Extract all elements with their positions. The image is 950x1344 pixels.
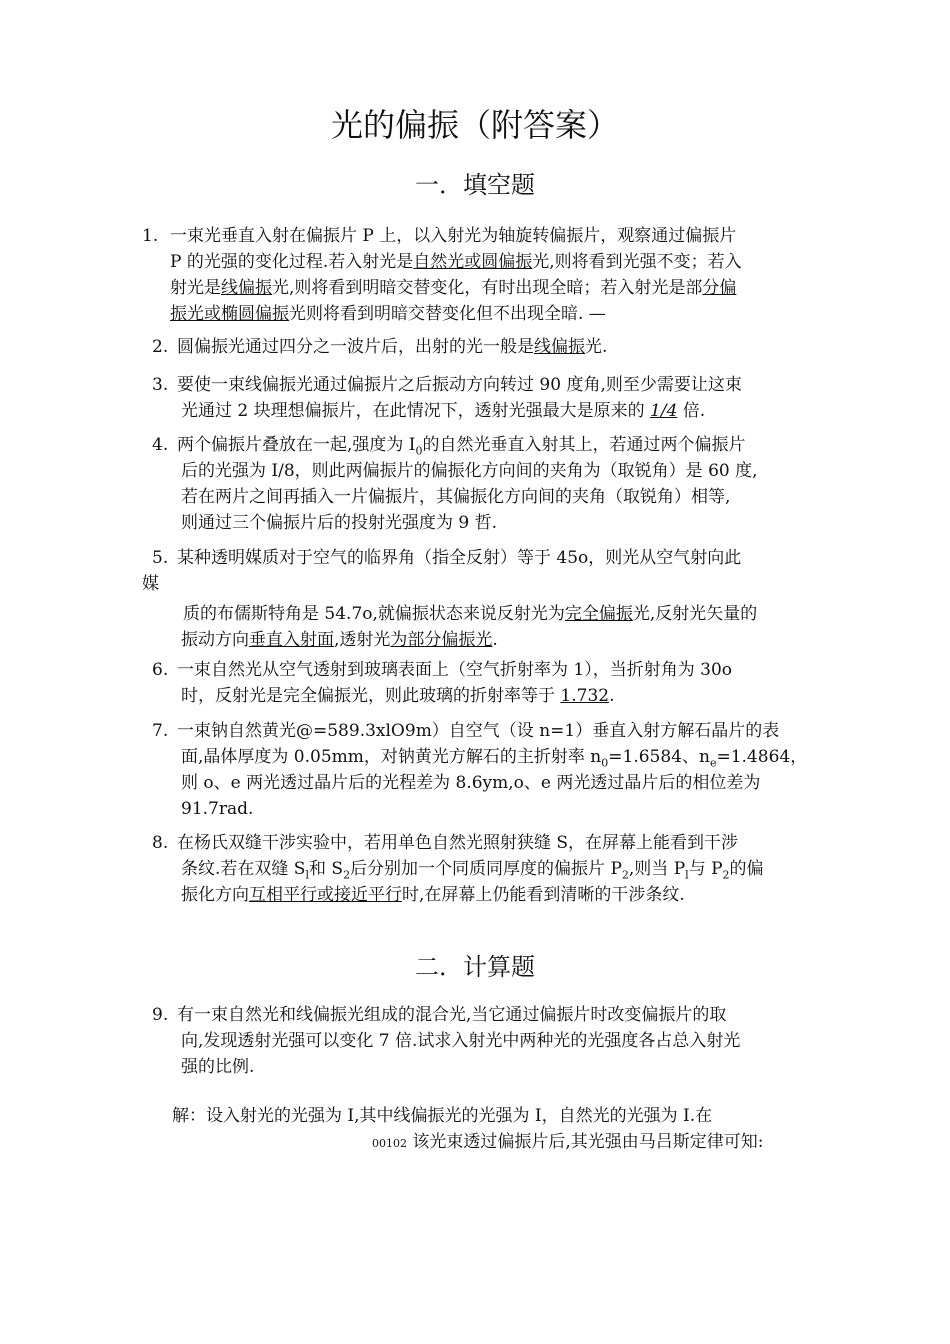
question-number: 9. <box>152 1005 169 1025</box>
question-number: 7. <box>152 721 169 741</box>
text-line: 向,发现透射光强可以变化 7 倍.试求入射光中两种光的光强度各占总入射光 <box>181 1031 741 1051</box>
question-number: 6. <box>152 660 169 680</box>
text-line: 面,晶体厚度为 0.05mm，对钠黄光方解石的主折射率 $n_0=1.6584$、$n_e=1.4864$， <box>181 747 808 770</box>
text-line: 后的光强为 I/8，则此两偏振片的偏振化方向间的夹角为（取锐角）是 60 度, <box>181 461 758 481</box>
text-line: 两个偏振片叠放在一起,强度为 $I_0$的自然光垂直入射其上，若通过两个偏振片 <box>177 435 746 458</box>
question-8 <box>152 830 817 908</box>
text-line: 媒 <box>142 574 159 594</box>
text-line: 有一束自然光和线偏振光组成的混合光,当它通过偏振片时改变偏振片的取 <box>177 1005 727 1025</box>
question-number: 2. <box>152 337 169 357</box>
text-line: 一束光垂直入射在偏振片 P 上，以入射光为轴旋转偏振片，观察通过偏振片 <box>170 226 737 246</box>
question-1 <box>142 223 820 327</box>
text-line: 强的比例. <box>181 1057 255 1077</box>
question-6 <box>152 657 817 709</box>
answer-blank: 1/4 <box>650 401 678 421</box>
text-line: 光通过 2 块理想偏振片，在此情况下，透射光强最大是原来的 1/4 倍. <box>181 401 706 421</box>
question-7 <box>152 718 817 822</box>
answer-blank: 线偏振 <box>534 337 585 357</box>
answer-blank: 垂直入射面 <box>249 630 334 650</box>
question-number: 8. <box>152 833 169 853</box>
solution-line: 00102 该光束透过偏振片后,其光强由马吕斯定律可知: <box>372 1132 764 1152</box>
answer-blank: 完全偏振 <box>564 604 633 624</box>
question-9 <box>152 1002 817 1080</box>
text-line: P 的光强的变化过程.若入射光是自然光或圆偏振光,则将看到光强不变；若入 <box>170 252 742 272</box>
section-calc-heading: 二．计算题 <box>415 953 535 981</box>
text-line: 质的布儒斯特角是 54.7o,就偏振状态来说反射光为完全偏振光,反射光矢量的 <box>183 604 758 624</box>
question-number: 1. <box>142 226 159 246</box>
question-number: 5. <box>152 548 169 568</box>
question-4 <box>152 432 817 536</box>
answer-blank: 自然光或圆偏振 <box>413 252 533 272</box>
text-line: 则通过三个偏振片后的投射光强度为 9 哲. <box>181 513 498 533</box>
text-line: 条纹.若在双缝 $S_l$和 $S_2$后分别加一个同质同厚度的偏振片 $P_2$,则当 $P_l$与 $P_2$的偏 <box>181 859 764 882</box>
question-3 <box>152 372 817 424</box>
answer-blank: 1.732 <box>560 686 610 706</box>
answer-blank: 互相平行或接近平行 <box>249 885 402 905</box>
answer-blank: 振光或椭圆偏振 <box>170 304 289 324</box>
text-line: 圆偏振光通过四分之一波片后，出射的光一般是线偏振光. <box>177 337 608 357</box>
question-5 <box>142 545 817 653</box>
question-2 <box>152 334 817 360</box>
text-line: 一束钠自然黄光@=589.3xlO9m）自空气（设 n=1）垂直入射方解石晶片的表 <box>177 721 780 741</box>
question-number: 4. <box>152 435 169 455</box>
page-title: 光的偏振（附答案） <box>330 106 619 144</box>
text-line: 时，反射光是完全偏振光，则此玻璃的折射率等于 1.732. <box>181 686 615 706</box>
answer-blank: 分偏 <box>702 278 737 298</box>
answer-blank: 线偏振 <box>221 278 272 298</box>
text-line: 振动方向垂直入射面,透射光为部分偏振光. <box>181 630 498 650</box>
text-line: 要使一束线偏振光通过偏振片之后振动方向转过 90 度角,则至少需要让这束 <box>177 375 742 395</box>
text-line: 在杨氏双缝干涉实验中，若用单色自然光照射狭缝 S，在屏幕上能看到干涉 <box>177 833 739 853</box>
solution <box>172 1103 832 1157</box>
solution-line: 解：设入射光的光强为 I,其中线偏振光的光强为 I，自然光的光强为 I.在 <box>172 1106 713 1126</box>
text-line: 91.7rad. <box>181 799 254 819</box>
text-line: 某种透明媒质对于空气的临界角（指全反射）等于 45o，则光从空气射向此 <box>177 548 742 568</box>
text-line: 振光或椭圆偏振光则将看到明暗交替变化但不出现全暗. — <box>170 304 606 324</box>
answer-blank: 为部分偏振光 <box>390 630 493 650</box>
text-line: 若在两片之间再插入一片偏振片，其偏振化方向间的夹角（取锐角）相等, <box>181 487 731 507</box>
section-fill-heading: 一．填空题 <box>415 171 535 199</box>
text-line: 射光是线偏振光,则将看到明暗交替变化，有时出现全暗；若入射光是部分偏 <box>170 278 737 298</box>
text-line: 一束自然光从空气透射到玻璃表面上（空气折射率为 1），当折射角为 30o <box>177 660 732 680</box>
question-number: 3. <box>152 375 169 395</box>
text-line: 则 o、e 两光透过晶片后的光程差为 8.6ym,o、e 两光透过晶片后的相位差为 <box>181 773 761 793</box>
text-line: 振化方向互相平行或接近平行时,在屏幕上仍能看到清晰的干涉条纹. <box>181 885 685 905</box>
